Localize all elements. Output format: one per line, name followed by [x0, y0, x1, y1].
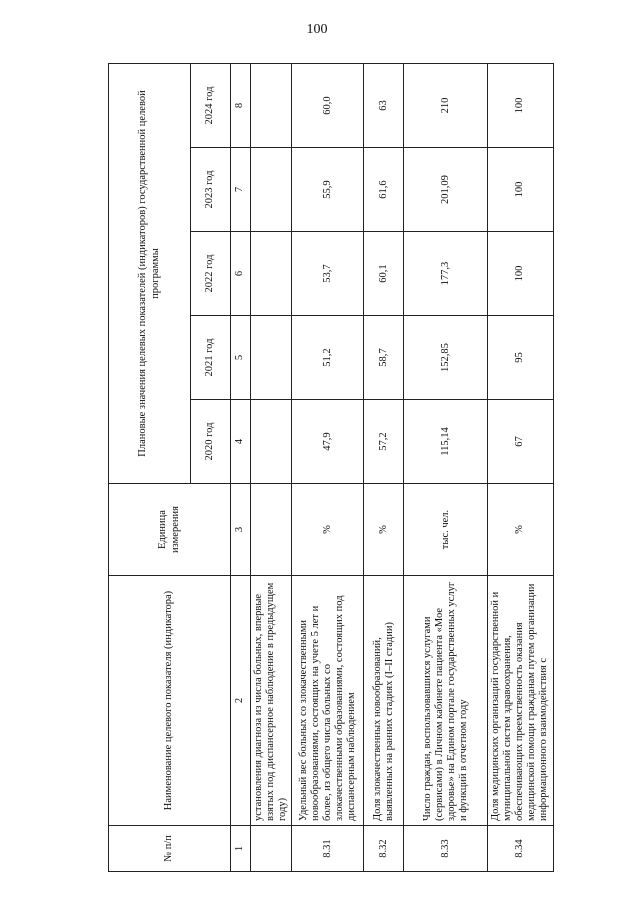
index-cell: 8	[231, 63, 251, 147]
row-name: Доля злокачественных новообразований, выявленных на ранних стадиях (I–II стадии)	[364, 576, 404, 826]
table-row	[292, 63, 364, 871]
row-value: 47,9	[292, 400, 364, 484]
row-value: 152,85	[404, 316, 488, 400]
header-name: Наименование целевого показателя (индикатора)	[109, 576, 231, 826]
rotated-table-sheet	[108, 64, 550, 872]
row-unit: %	[292, 484, 364, 576]
row-value: 115,14	[404, 400, 488, 484]
header-row-top	[109, 63, 191, 871]
row-value: 60,1	[364, 232, 404, 316]
row-value	[251, 400, 292, 484]
row-value	[251, 63, 292, 147]
header-plan: Плановые значения целевых показателей (индикаторов) государственной целевой программы	[109, 63, 191, 483]
row-value	[251, 232, 292, 316]
header-year: 2020 год	[191, 400, 231, 484]
row-value: 67	[488, 400, 553, 484]
index-cell: 2	[231, 576, 251, 826]
row-value: 100	[488, 148, 553, 232]
row-value: 58,7	[364, 316, 404, 400]
row-value: 57,2	[364, 400, 404, 484]
table-row	[404, 63, 488, 871]
row-value: 63	[364, 63, 404, 147]
row-value: 201,09	[404, 148, 488, 232]
row-value: 100	[488, 232, 553, 316]
row-value: 51,2	[292, 316, 364, 400]
row-unit: %	[364, 484, 404, 576]
row-unit	[251, 484, 292, 576]
row-name: Удельный вес больных со злокачественными новообразованиями, состоящих на учете 5 лет и более, из общего числа больных со злокачественными образованиями, состоящих под диспансерным наблюдением	[292, 576, 364, 826]
row-value: 177,3	[404, 232, 488, 316]
header-num: № п/п	[109, 826, 231, 872]
row-value: 55,9	[292, 148, 364, 232]
table-row	[251, 63, 292, 871]
row-value: 53,7	[292, 232, 364, 316]
row-value: 100	[488, 63, 553, 147]
row-num	[251, 826, 292, 872]
row-value: 95	[488, 316, 553, 400]
row-num: 8.33	[404, 826, 488, 872]
index-cell: 3	[231, 484, 251, 576]
header-year: 2023 год	[191, 148, 231, 232]
page-number: 100	[306, 22, 328, 37]
row-name: установления диагноза из числа больных, впервые взятых под диспансерное наблюдение в предыдущем году)	[251, 576, 292, 826]
header-unit: Единица измерения	[109, 484, 231, 576]
index-cell: 7	[231, 148, 251, 232]
index-cell: 1	[231, 826, 251, 872]
row-unit: %	[488, 484, 553, 576]
index-row	[231, 63, 251, 871]
row-name: Число граждан, воспользовавшихся услугами (сервисами) в Личном кабинете пациента «Мое здоровье» на Едином портале государственных услуг и функций в отчетном году	[404, 576, 488, 826]
index-cell: 4	[231, 400, 251, 484]
index-cell: 6	[231, 232, 251, 316]
row-value	[251, 316, 292, 400]
row-unit: тыс. чел.	[404, 484, 488, 576]
row-value: 60,0	[292, 63, 364, 147]
row-num: 8.32	[364, 826, 404, 872]
row-name: Доля медицинских организаций государственной и муниципальной систем здравоохранения, обеспечивающих преемственность оказания медицинской помощи гражданам путем организации информационного взаимодействия с	[488, 576, 553, 826]
row-num: 8.31	[292, 826, 364, 872]
header-year: 2021 год	[191, 316, 231, 400]
row-value: 210	[404, 63, 488, 147]
table-row	[364, 63, 404, 871]
index-cell: 5	[231, 316, 251, 400]
indicators-table	[108, 63, 554, 872]
header-year: 2022 год	[191, 232, 231, 316]
table-row	[488, 63, 553, 871]
row-value	[251, 148, 292, 232]
row-value: 61,6	[364, 148, 404, 232]
row-num: 8.34	[488, 826, 553, 872]
header-year: 2024 год	[191, 63, 231, 147]
